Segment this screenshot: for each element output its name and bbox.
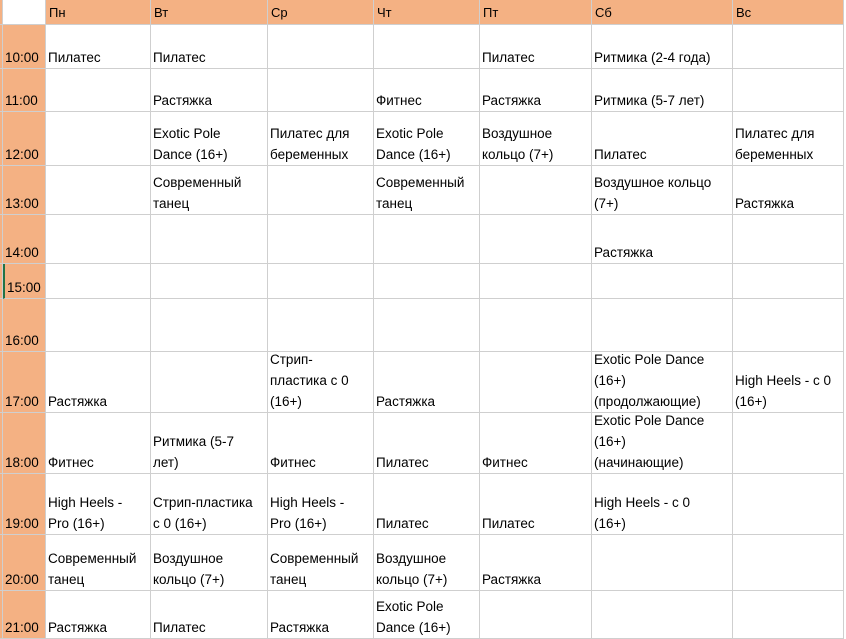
schedule-cell[interactable] xyxy=(480,264,592,299)
day-header[interactable]: Вс xyxy=(733,0,844,25)
schedule-cell[interactable]: High Heels - с 0 (16+) xyxy=(733,352,844,413)
schedule-cell[interactable]: Фитнес xyxy=(480,413,592,474)
schedule-cell[interactable] xyxy=(480,166,592,215)
day-header[interactable]: Сб xyxy=(592,0,733,25)
schedule-cell[interactable] xyxy=(733,25,844,69)
schedule-cell[interactable] xyxy=(46,69,151,112)
time-cell[interactable]: 13:00 xyxy=(3,166,46,215)
schedule-cell[interactable]: High Heels - Pro (16+) xyxy=(268,474,374,535)
schedule-cell[interactable] xyxy=(268,25,374,69)
schedule-cell[interactable]: Растяжка xyxy=(480,535,592,591)
time-cell[interactable]: 15:00 xyxy=(3,264,46,299)
schedule-cell[interactable]: Пилатес xyxy=(151,591,268,639)
schedule-cell[interactable]: Пилатес для беремeнных xyxy=(268,112,374,166)
time-cell[interactable]: 18:00 xyxy=(3,413,46,474)
schedule-cell[interactable] xyxy=(480,299,592,352)
schedule-cell[interactable] xyxy=(592,591,733,639)
day-header[interactable]: Чт xyxy=(374,0,480,25)
schedule-cell[interactable] xyxy=(151,215,268,264)
schedule-cell[interactable]: Фитнес xyxy=(46,413,151,474)
time-cell[interactable]: 10:00 xyxy=(3,25,46,69)
schedule-cell[interactable]: Современный танец xyxy=(268,535,374,591)
schedule-cell[interactable] xyxy=(733,69,844,112)
schedule-cell[interactable]: Пилатес для беремeнных xyxy=(733,112,844,166)
schedule-cell[interactable]: Ритмика (2-4 года) xyxy=(592,25,733,69)
schedule-cell[interactable]: Пилатес xyxy=(374,474,480,535)
schedule-cell[interactable] xyxy=(592,535,733,591)
day-header[interactable]: Пт xyxy=(480,0,592,25)
schedule-cell[interactable]: Пилатес xyxy=(480,25,592,69)
schedule-cell[interactable] xyxy=(480,215,592,264)
schedule-cell[interactable]: Фитнес xyxy=(374,69,480,112)
schedule-cell[interactable] xyxy=(374,264,480,299)
schedule-cell[interactable] xyxy=(733,535,844,591)
time-cell[interactable]: 21:00 xyxy=(3,591,46,639)
schedule-cell[interactable]: Растяжка xyxy=(733,166,844,215)
schedule-cell[interactable]: Растяжка xyxy=(480,69,592,112)
schedule-cell[interactable]: Exotic Pole Dance (16+) (начинающие) xyxy=(592,413,733,474)
schedule-cell[interactable]: Растяжка xyxy=(151,69,268,112)
schedule-cell[interactable] xyxy=(46,299,151,352)
time-cell[interactable]: 19:00 xyxy=(3,474,46,535)
schedule-cell[interactable]: High Heels - с 0 (16+) xyxy=(592,474,733,535)
day-header[interactable]: Ср xyxy=(268,0,374,25)
schedule-cell[interactable] xyxy=(733,299,844,352)
schedule-cell[interactable]: Воздушное кольцо (7+) xyxy=(480,112,592,166)
schedule-cell[interactable] xyxy=(480,591,592,639)
schedule-cell[interactable] xyxy=(151,264,268,299)
schedule-cell[interactable]: Стрип-пластика с 0 (16+) xyxy=(151,474,268,535)
schedule-cell[interactable]: Современный танец xyxy=(374,166,480,215)
schedule-cell[interactable] xyxy=(733,264,844,299)
schedule-cell[interactable]: Растяжка xyxy=(374,352,480,413)
schedule-cell[interactable]: Пилатес xyxy=(592,112,733,166)
schedule-cell[interactable]: Воздушное кольцо (7+) xyxy=(374,535,480,591)
time-cell[interactable]: 20:00 xyxy=(3,535,46,591)
schedule-cell[interactable]: Растяжка xyxy=(592,215,733,264)
schedule-cell[interactable]: Ритмика (5-7 лет) xyxy=(151,413,268,474)
schedule-cell[interactable]: Exotic Pole Dance (16+) xyxy=(374,112,480,166)
schedule-cell[interactable]: Растяжка xyxy=(46,352,151,413)
schedule-cell[interactable] xyxy=(46,166,151,215)
day-header[interactable]: Пн xyxy=(46,0,151,25)
schedule-cell[interactable] xyxy=(46,215,151,264)
schedule-cell[interactable]: Современный танец xyxy=(46,535,151,591)
schedule-cell[interactable] xyxy=(733,215,844,264)
time-cell[interactable]: 14:00 xyxy=(3,215,46,264)
schedule-cell[interactable] xyxy=(374,25,480,69)
schedule-cell[interactable]: Растяжка xyxy=(46,591,151,639)
schedule-cell[interactable]: Exotic Pole Dance (16+) (продолжающие) xyxy=(592,352,733,413)
schedule-cell[interactable]: Ритмика (5-7 лет) xyxy=(592,69,733,112)
schedule-cell[interactable]: Exotic Pole Dance (16+) xyxy=(374,591,480,639)
schedule-cell[interactable]: Пилатес xyxy=(480,474,592,535)
schedule-cell[interactable] xyxy=(268,264,374,299)
schedule-cell[interactable] xyxy=(151,299,268,352)
corner-cell xyxy=(3,0,46,25)
schedule-cell[interactable] xyxy=(374,299,480,352)
schedule-cell[interactable]: Современный танец xyxy=(151,166,268,215)
schedule-cell[interactable]: High Heels - Pro (16+) xyxy=(46,474,151,535)
schedule-cell[interactable] xyxy=(480,352,592,413)
schedule-cell[interactable] xyxy=(592,299,733,352)
schedule-cell[interactable] xyxy=(46,112,151,166)
time-cell[interactable]: 11:00 xyxy=(3,69,46,112)
schedule-cell[interactable]: Пилатес xyxy=(374,413,480,474)
schedule-cell[interactable]: Растяжка xyxy=(268,591,374,639)
time-cell[interactable]: 12:00 xyxy=(3,112,46,166)
schedule-cell[interactable]: Фитнес xyxy=(268,413,374,474)
schedule-cell[interactable] xyxy=(733,474,844,535)
time-cell[interactable]: 17:00 xyxy=(3,352,46,413)
schedule-cell[interactable]: Воздушное кольцо (7+) xyxy=(151,535,268,591)
schedule-cell[interactable] xyxy=(46,264,151,299)
schedule-cell[interactable] xyxy=(268,69,374,112)
schedule-cell[interactable]: Пилатес xyxy=(151,25,268,69)
schedule-cell[interactable] xyxy=(268,166,374,215)
schedule-cell[interactable] xyxy=(268,215,374,264)
schedule-cell[interactable] xyxy=(151,352,268,413)
schedule-cell[interactable] xyxy=(268,299,374,352)
schedule-cell[interactable] xyxy=(733,591,844,639)
schedule-cell[interactable] xyxy=(374,215,480,264)
schedule-cell[interactable]: Пилатес xyxy=(46,25,151,69)
schedule-cell[interactable] xyxy=(733,413,844,474)
schedule-cell[interactable] xyxy=(592,264,733,299)
schedule-cell[interactable]: Воздушное кольцо (7+) xyxy=(592,166,733,215)
schedule-cell[interactable]: Стрип- пластика с 0 (16+) xyxy=(268,352,374,413)
time-cell[interactable]: 16:00 xyxy=(3,299,46,352)
day-header[interactable]: Вт xyxy=(151,0,268,25)
schedule-cell[interactable]: Exotic Pole Dance (16+) xyxy=(151,112,268,166)
